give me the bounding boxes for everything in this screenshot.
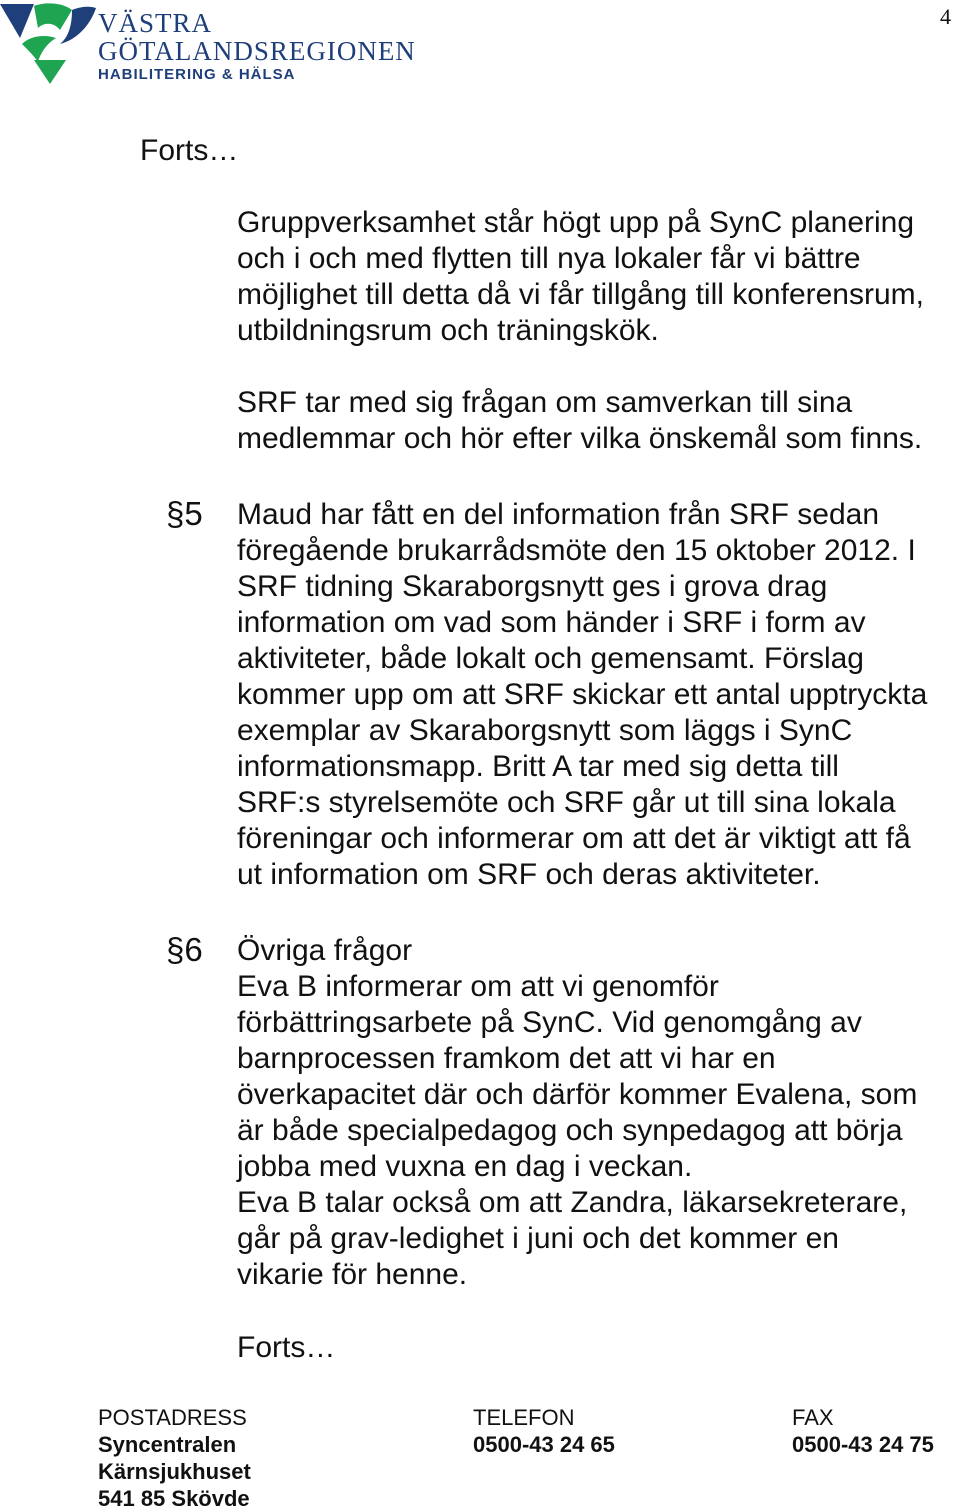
text-line: SRF tidning Skaraborgsnytt ges i grova drag [237,570,828,603]
vgr-logo [0,0,420,90]
text-line: möjlighet till detta då vi får tillgång till konferensrum, [237,278,924,311]
text-line: är både specialpedagog och synpedagog att börja [237,1114,903,1147]
logo-text-habilitering: HABILITERING & HÄLSA [98,66,296,83]
text-line: förbättringsarbete på SynC. Vid genomgång av [237,1006,862,1039]
intro-paragraph-2 [237,385,959,457]
text-line: föregående brukarrådsmöte den 15 oktober 2012. I [237,534,916,567]
footer-telefon [473,1404,615,1458]
postadress-label: POSTADRESS [98,1405,247,1430]
section-6-body [237,933,959,1293]
text-line: Maud har fått en del information från SRF sedan [237,498,880,531]
forts-bottom [237,1330,959,1366]
text-line: Gruppverksamhet står högt upp på SynC planering [237,206,915,239]
logo-text-gotalandsregionen: GÖTALANDSREGIONEN [98,36,416,66]
fax-label: FAX [792,1405,834,1430]
vgr-logo-mark-icon [0,0,100,90]
text-line: information om vad som händer i SRF i form av [237,606,866,639]
telefon-label: TELEFON [473,1405,575,1430]
fax-value: 0500-43 24 75 [792,1432,934,1457]
forts-heading: Forts… [140,134,239,167]
text-line: SRF:s styrelsemöte och SRF går ut till sina lokala [237,786,896,819]
page-number: 4 [940,4,951,29]
text-line: överkapacitet där och därför kommer Evalena, som [237,1078,918,1111]
postadress-line: 541 85 Skövde [98,1486,250,1511]
section-5-number: §5 [166,495,203,532]
footer-postadress [98,1404,251,1512]
text-line: Eva B informerar om att vi genomför [237,970,719,1003]
text-line: vikarie för henne. [237,1258,468,1291]
logo-text-vastra: VÄSTRA [98,8,213,38]
text-line: medlemmar och hör efter vilka önskemål som finns. [237,422,923,455]
text-line: jobba med vuxna en dag i veckan. [237,1150,693,1183]
text-line: ut information om SRF och deras aktiviteter. [237,858,821,891]
intro-paragraph-1 [237,205,959,349]
footer-fax [792,1404,934,1458]
text-line: aktiviteter, både lokalt och gemensamt. Förslag [237,642,864,675]
text-line: barnprocessen framkom det att vi har en [237,1042,776,1075]
text-line: Eva B talar också om att Zandra, läkarsekreterare, [237,1186,908,1219]
section-5-body [237,497,959,893]
text-line: utbildningsrum och träningskök. [237,314,659,347]
section-6-heading: Övriga frågor [237,934,413,967]
text-line: SRF tar med sig frågan om samverkan till sina [237,386,853,419]
text-line: föreningar och informerar om att det är viktigt att få [237,822,911,855]
text-line: exemplar av Skaraborgsnytt som läggs i SynC [237,714,853,747]
forts-continuation: Forts… [237,1331,336,1364]
section-6-number: §6 [166,931,203,968]
telefon-value: 0500-43 24 65 [473,1432,615,1457]
text-line: och i och med flytten till nya lokaler får vi bättre [237,242,861,275]
text-line: går på grav-ledighet i juni och det kommer en [237,1222,839,1255]
postadress-line: Syncentralen [98,1432,237,1457]
text-line: informationsmapp. Britt A tar med sig detta till [237,750,839,783]
postadress-line: Kärnsjukhuset [98,1459,251,1484]
text-line: kommer upp om att SRF skickar ett antal upptryckta [237,678,928,711]
